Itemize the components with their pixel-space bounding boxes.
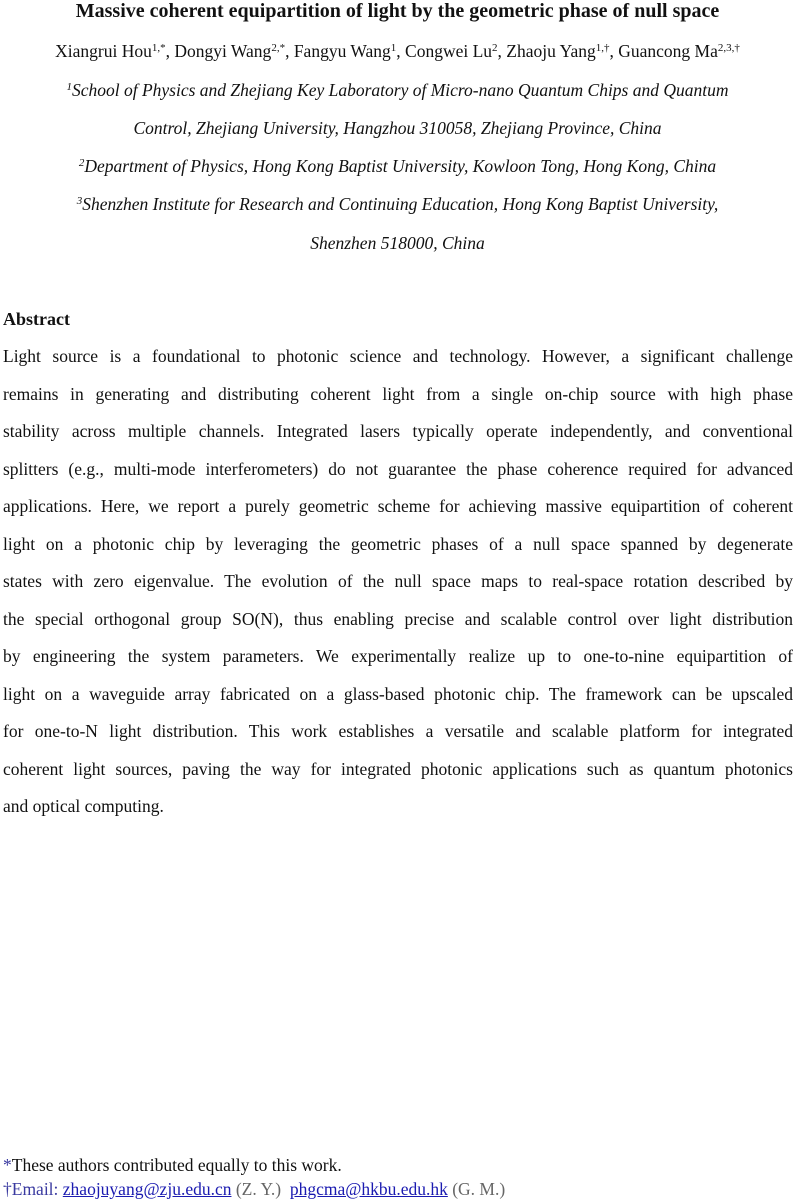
abstract-line: applications. Here, we report a purely geometric scheme for achieving massive equipartition of coherent: [3, 496, 793, 516]
affiliation-2: $^2$Department of Physics, Hong Kong Baptist University, Kowloon Tong, Hong Kong, China: [78, 156, 717, 176]
author: Zhaoju Yang$^{1,\dagger}$,: [506, 41, 619, 61]
author: Congwei Lu$^2$,: [405, 41, 507, 61]
equal-contribution-note: *These authors contributed equally to this work.: [3, 1155, 342, 1175]
affiliation-1: $^1$School of Physics and Zhejiang Key Laboratory of Micro-nano Quantum Chips and Quantum: [66, 80, 729, 100]
abstract-line: light on a photonic chip by leveraging the geometric phases of a null space spanned by degenerate: [3, 533, 793, 554]
abstract-line: remains in generating and distributing coherent light from a single on-chip source with high phase: [3, 383, 793, 404]
abstract-line: splitters (e.g., multi-mode interferometers) do not guarantee the phase coherence required for advanced: [3, 458, 793, 479]
abstract-heading: Abstract: [3, 309, 70, 329]
abstract-line: and optical computing.: [3, 796, 164, 816]
abstract-line: Light source is a foundational to photonic science and technology. However, a significant challenge: [3, 346, 793, 366]
abstract-line: coherent light sources, paving the way for integrated photonic applications such as quantum photonics: [3, 758, 793, 779]
author: Guancong $Ma^{2,3,\dagger}$: [618, 41, 740, 61]
email-link[interactable]: zhaojuyang@zju.edu.cn: [62, 1179, 232, 1199]
author: Dongyi Wang$^{2,*}$,: [174, 41, 294, 61]
abstract-line: stability across multiple channels. Integrated lasers typically operate independently, and conventional: [3, 421, 793, 441]
affiliation-1-cont: Control, Zhejiang University, Hangzhou 310058, Zhejiang Province, China: [133, 118, 662, 138]
abstract-line: the special orthogonal group SO(N), thus enabling precise and scalable control over light distribution: [3, 608, 793, 629]
author-list: [0, 40, 795, 62]
affiliation-3: $^3$Shenzhen Institute for Research and Continuing Education, Hong Kong Baptist University,: [76, 194, 719, 214]
email-link[interactable]: phgcma@hkbu.edu.hk: [289, 1179, 448, 1199]
abstract-line: for one-to-N light distribution. This work establishes a versatile and scalable platform for integrated: [3, 721, 793, 741]
paper-title: Massive coherent equipartition of light by the geometric phase of null space: [75, 0, 720, 22]
affiliation-3-cont: Shenzhen 518000, China: [310, 233, 485, 253]
abstract-line: states with zero eigenvalue. The evolution of the null space maps to real-space rotation described by: [3, 571, 793, 591]
abstract-line: light on a waveguide array fabricated on a glass-based photonic chip. The framework can be upscaled: [3, 683, 793, 704]
author: Fangyu Wang$^1$,: [293, 41, 406, 61]
author: Xiangrui Hou$^{1,*}$,: [55, 41, 175, 61]
abstract-line: by engineering the system parameters. We experimentally realize up to one-to-nine equipartition of: [3, 646, 793, 666]
email-note: †Email: zhaojuyang@zju.edu.cn (Z. Y.) phgcma@hkbu.edu.hk (G. M.): [3, 1179, 506, 1199]
